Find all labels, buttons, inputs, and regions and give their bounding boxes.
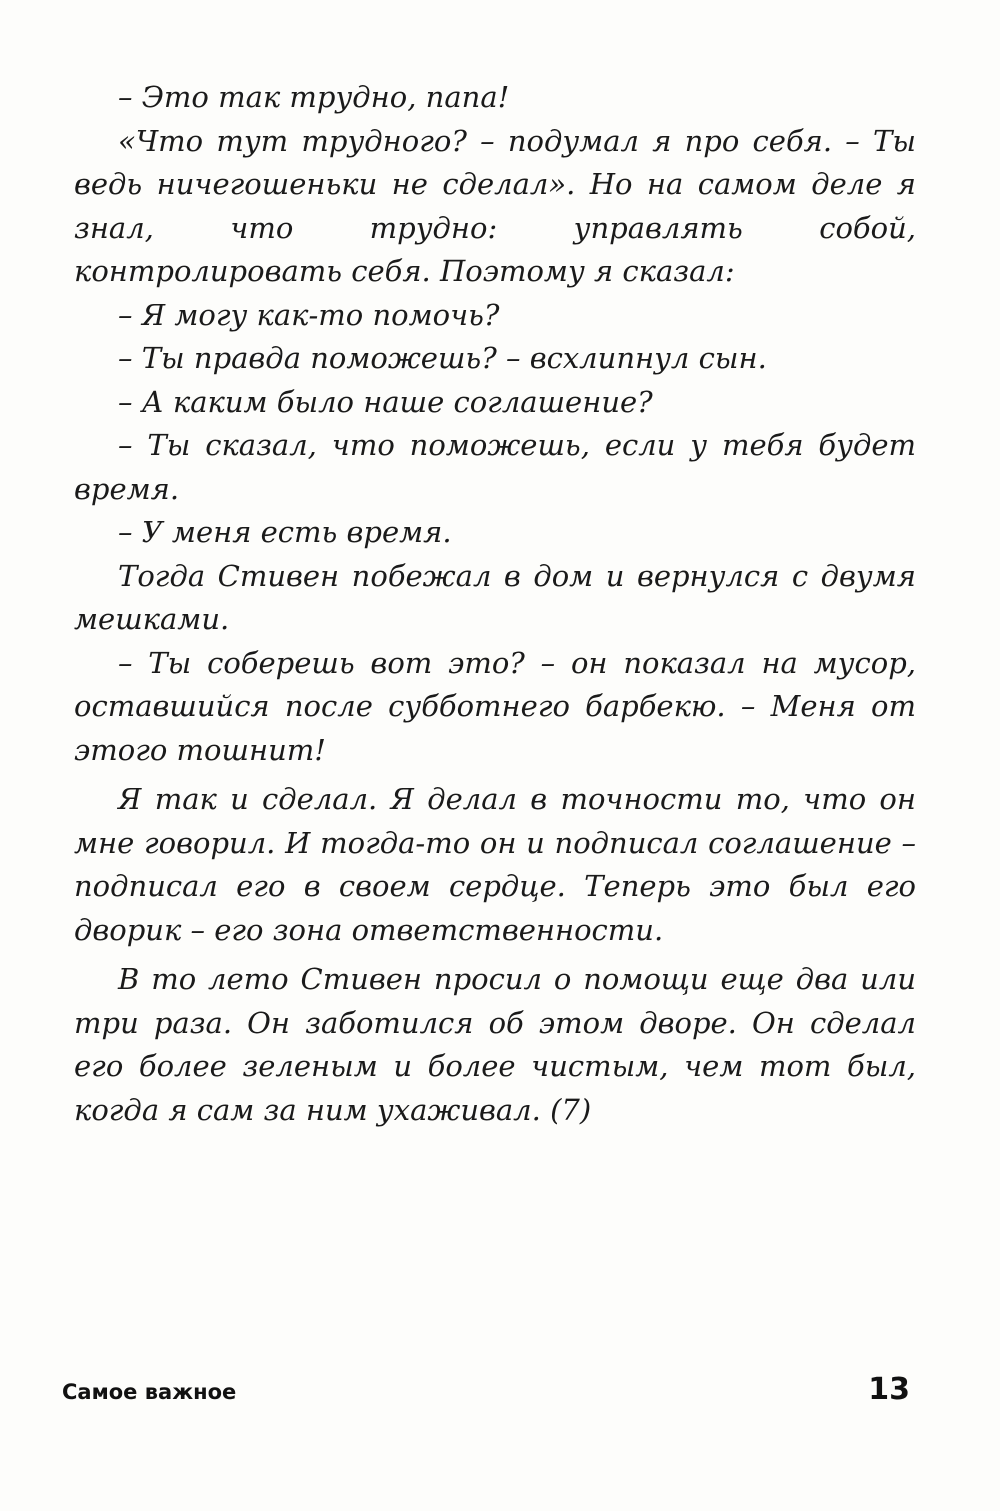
running-footer-title: Самое важное [62,1380,237,1404]
paragraph: – А каким было наше соглашение? [118,384,653,419]
paragraph: – У меня есть время. [118,515,452,549]
body-text [74,76,916,1132]
paragraph: «Что тут трудного? – подумал я про себя. – Ты ведь ничегошеньки не сделал». Но на самом деле я знал, что трудно: управлять собой, контролировать себя. Поэтому я сказал: [74,123,916,288]
paragraph: Я так и сделал. Я делал в точности то, что он мне говорил. И тогда-то он и подписал соглашение – подписал его в своем сердце. Теперь это был его дворик – его зона ответственности. [74,782,916,947]
paragraph: – Я могу как-то помочь? [118,297,500,332]
page-number: 13 [868,1372,910,1407]
paragraph: Тогда Стивен побежал в дом и вернулся с двумя мешками. [74,558,916,636]
paragraph: – Ты правда поможешь? – всхлипнул сын. [118,341,767,375]
paragraph: – Ты соберешь вот это? – он показал на мусор, оставшийся после субботнего барбекю. – Меня от этого тошнит! [74,645,916,767]
paragraph: – Это так трудно, папа! [118,80,510,114]
paragraph: В то лето Стивен просил о помощи еще два или три раза. Он заботился об этом дворе. Он сделал его более зеленым и более чистым, чем тот был, когда я сам за ним ухаживал. (7) [74,962,916,1127]
paragraph: – Ты сказал, что поможешь, если у тебя будет время. [74,428,916,506]
